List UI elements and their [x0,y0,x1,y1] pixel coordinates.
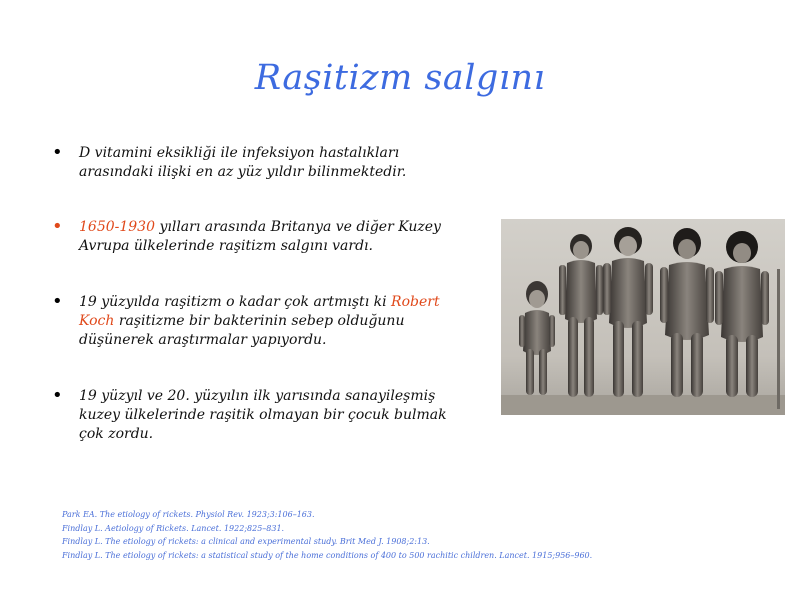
slide-title: Raşitizm salgını [254,58,546,98]
bullet-item-industrialized [50,387,470,444]
reference-item: Findlay L. The etiology of rickets: a clinical and experimental study. Brit Med J. 1908;2:13. [62,537,430,546]
bullet-item-vitamin-d [50,144,470,182]
bullet-item-koch [50,293,470,350]
bullet-line: Avrupa ülkelerinde raşitizm salgını vardı. [79,238,373,254]
bullet-line: raşitizme bir bakterinin sebep olduğunu [114,313,405,329]
bullet-line: 19 yüzyılda raşitizm o kadar çok artmıştı ki [79,294,392,310]
reference-item: Park EA. The etiology of rickets. Physiol Rev. 1923;3:106–163. [62,510,315,519]
bullet-line: kuzey ülkelerinde raşitik olmayan bir çocuk bulmak [79,407,447,423]
historical-children-photo [501,219,785,415]
bullet-dot-icon: • [52,216,63,237]
bullet-line: 19 yüzyıl ve 20. yüzyılın ilk yarısında sanayileşmiş [79,388,436,404]
bullet-line: D vitamini eksikliği ile infeksiyon hastalıkları [79,145,400,161]
reference-item: Findlay L. The etiology of rickets: a statistical study of the home conditions of 400 to 500 rachitic children. Lancet. 1915;956–960. [62,550,593,560]
year-range-highlight: 1650-1930 [79,219,155,235]
bullet-dot-icon: • [52,385,63,406]
bullet-dot-icon: • [52,291,63,312]
bullet-text [79,144,470,182]
koch-highlight: Koch [79,313,115,329]
photo-illustration-icon [501,219,785,415]
bullet-dot-icon: • [52,142,63,163]
bullet-text [79,293,470,350]
bullet-line: arasındaki ilişki en az yüz yıldır bilinmektedir. [79,164,407,180]
bullet-text [79,387,470,444]
bullet-text [79,218,470,256]
reference-item: Findlay L. Aetiology of Rickets. Lancet. 1922;825–831. [62,523,285,533]
bullet-line: yılları arasında Britanya ve diğer Kuzey [155,219,441,235]
robert-highlight: Robert [391,294,440,310]
bullet-item-epidemic-years [50,218,470,256]
bullet-line: düşünerek araştırmalar yapıyordu. [79,332,327,348]
references [62,508,662,562]
bullet-line: çok zordu. [79,426,154,442]
